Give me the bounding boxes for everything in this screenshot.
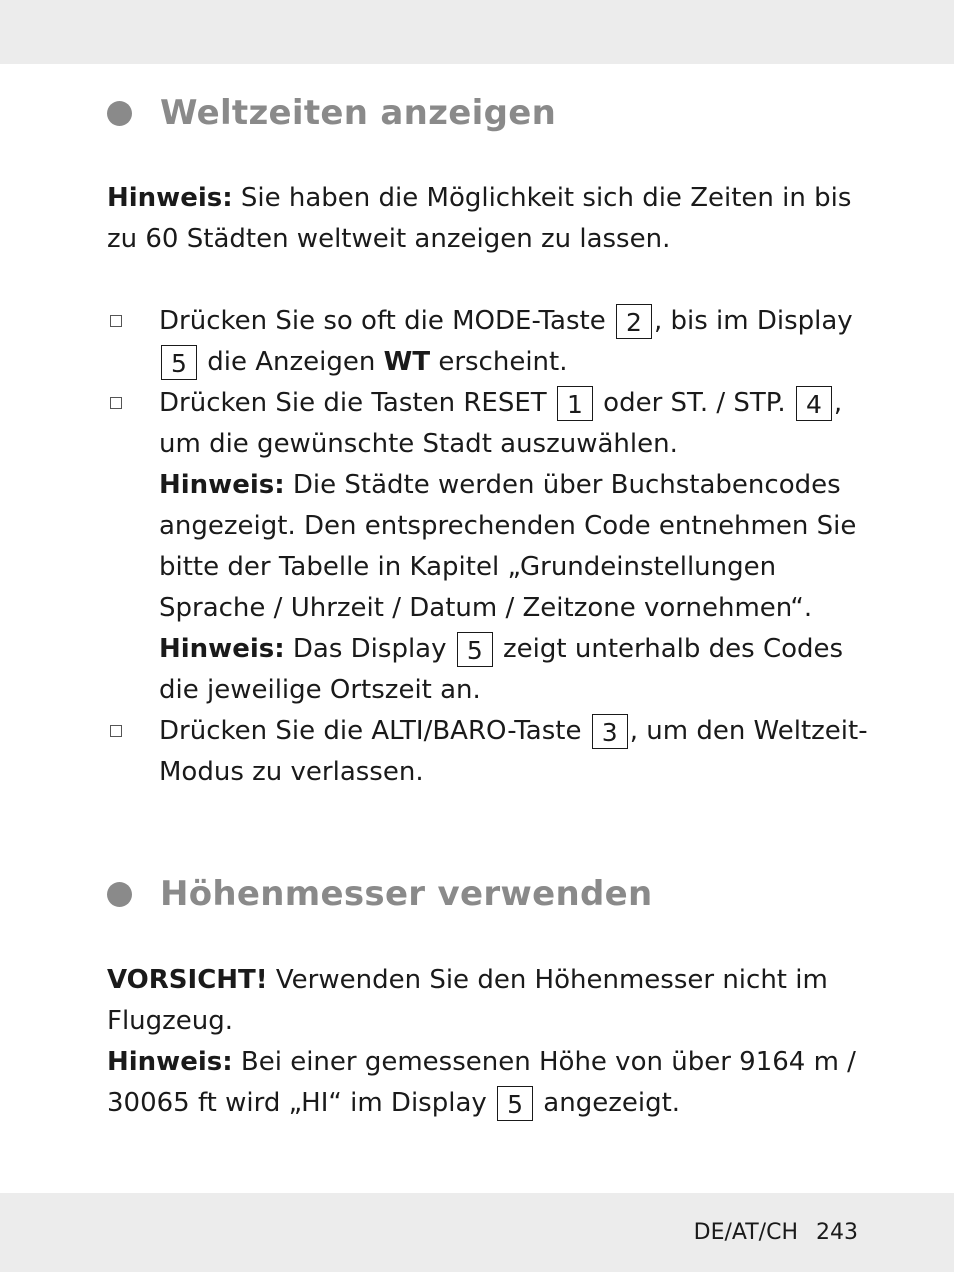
reference-number-box: 5 [161,345,197,380]
step-text-part: , um die gewünschte Stadt auszuwählen. [159,388,843,459]
heading-title: Weltzeiten anzeigen [160,93,557,133]
step-text [159,711,877,793]
step-note [159,465,877,629]
reference-number-box: 3 [592,714,628,749]
step-text-part: oder ST. / STP. [594,388,794,418]
mode-code: WT [383,347,431,377]
reference-number-box: 5 [457,632,493,667]
checkbox-icon [110,725,122,737]
caution-and-note [107,960,877,1124]
step-text [159,383,877,465]
top-band [0,0,954,64]
step-text [159,301,877,383]
step-item [107,383,877,711]
step-item [107,711,877,793]
step-text-part: , bis im Display [653,306,853,336]
note-label: Hinweis: [159,634,285,664]
reference-number-box: 1 [557,386,593,421]
note-label: Hinweis: [107,1047,233,1077]
note-text: zeigt unterhalb des Codes die jeweilige Ortszeit an. [159,634,844,705]
heading-bullet-icon [107,882,132,907]
heading-title: Höhenmesser verwenden [160,874,653,914]
step-note [159,629,877,711]
step-text-part: die Anzeigen [199,347,384,377]
page-number: 243 [816,1220,858,1245]
caution-label: VORSICHT! [107,965,268,995]
note-label: Hinweis: [107,183,233,213]
intro-note [107,178,877,260]
step-text-part: , um den Weltzeit-Modus zu verlassen. [159,716,868,787]
altitude-note [107,1042,877,1124]
note-label: Hinweis: [159,470,285,500]
step-text-part: Drücken Sie die Tasten RESET [159,388,555,418]
reference-number-box: 5 [497,1086,533,1121]
step-text-part: Drücken Sie die ALTI/BARO-Taste [159,716,590,746]
caution-body: Verwenden Sie den Höhenmesser nicht im Flugzeug. [107,965,828,1036]
caution-text [107,960,877,1042]
reference-number-box: 4 [796,386,832,421]
footer-locale: DE/AT/CH [693,1220,798,1245]
note-text: Bei einer gemessenen Höhe von über 9164 m / 30065 ft wird „HI“ im Display [107,1047,856,1118]
step-list [107,301,877,793]
note-text: angezeigt. [535,1088,681,1118]
checkbox-icon [110,315,122,327]
checkbox-icon [110,397,122,409]
section-heading-weltzeiten [107,93,556,133]
heading-bullet-icon [107,101,132,126]
page-footer [694,1217,858,1249]
reference-number-box: 2 [616,304,652,339]
note-text: Das Display [284,634,455,664]
step-text-part: erscheint. [430,347,568,377]
section-heading-hoehenmesser [107,874,652,914]
step-item [107,301,877,383]
note-text: Die Städte werden über Buchstabencodes angezeigt. Den entsprechenden Code entnehmen Sie bitte der Tabelle in Kapitel „Grundeinstellungen Sprache / Uhrzeit / Datum / Zeitzone vornehmen“. [159,470,857,623]
step-text-part: Drücken Sie so oft die MODE-Taste [159,306,614,336]
note-text: Sie haben die Möglichkeit sich die Zeiten in bis zu 60 Städten weltweit anzeigen zu lassen. [107,183,852,254]
